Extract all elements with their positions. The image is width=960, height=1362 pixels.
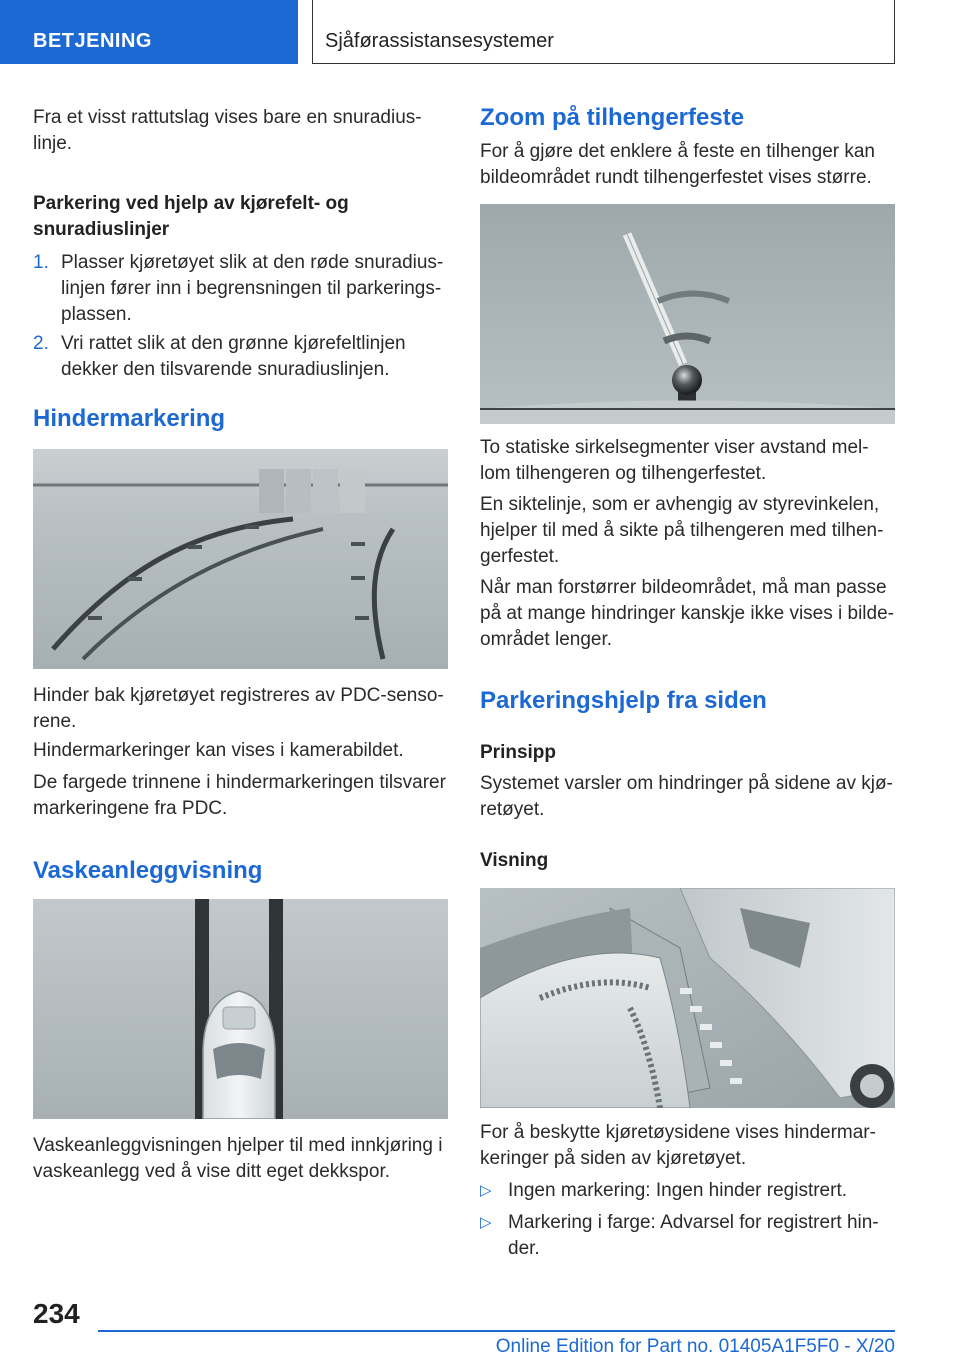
triangle-bullet-icon: ▷ xyxy=(480,1214,492,1231)
obstacle-paragraph: De fargede trinnene i hindermarkeringen tilsvarer markeringene fra PDC. xyxy=(33,772,446,819)
zoom-paragraph: Når man forstørrer bildeområdet, må man passe på at mange hindringer kanskje ikke vises i bilde-området lenger. xyxy=(480,577,894,650)
triangle-bullet-icon: ▷ xyxy=(480,1182,492,1199)
display-intro: For å beskytte kjøretøysidene vises hindermar-keringer på siden av kjøretøyet. xyxy=(480,1122,876,1169)
footer-divider xyxy=(98,1330,895,1332)
display-heading: Visning xyxy=(480,850,549,871)
section-tab: BETJENING xyxy=(0,0,298,64)
principle-heading: Prinsipp xyxy=(480,742,557,763)
carwash-figure xyxy=(33,899,448,1119)
step-text: Plasser kjøretøyet slik at den røde snuradius-linjen fører inn i begrensningen til parkerings-plassen. xyxy=(61,252,444,325)
bullet-text: Markering i farge: Advarsel for registrert hin-der. xyxy=(508,1212,879,1259)
trailer-hitch-figure xyxy=(480,204,895,424)
zoom-paragraph: To statiske sirkelsegmenter viser avstand mel-lom tilhengeren og tilhengerfestet. xyxy=(480,437,869,484)
zoom-intro: For å gjøre det enklere å feste en tilhenger kan bildeområdet rundt tilhengerfestet vises større. xyxy=(480,141,876,188)
page-number: 234 xyxy=(33,1298,80,1329)
obstacle-heading: Hindermarkering xyxy=(33,405,226,432)
carwash-paragraph: Vaskeanleggvisningen hjelper til med innkjøring i vaskeanlegg ved å vise ditt eget dekkspor. xyxy=(33,1135,443,1182)
step-text: Vri rattet slik at den grønne kjørefeltlinjen dekker den tilsvarende snuradiuslinjen. xyxy=(61,333,406,380)
bullet-text: Ingen markering: Ingen hinder registrert. xyxy=(508,1180,848,1201)
zoom-paragraph: En siktelinje, som er avhengig av styrevinkelen, hjelper til med å sikte på tilhengeren med tilhen-gerfestet. xyxy=(480,494,884,567)
step-number: 1. xyxy=(33,252,49,273)
zoom-heading: Zoom på tilhengerfeste xyxy=(480,104,745,131)
list-item xyxy=(33,250,448,328)
list-item xyxy=(480,1178,895,1204)
side-view-figure xyxy=(480,888,895,1108)
obstacle-paragraph: Hinder bak kjøretøyet registreres av PDC-senso-rene. xyxy=(33,685,444,732)
obstacle-marking-figure xyxy=(33,449,448,669)
intro-paragraph: Fra et visst rattutslag vises bare en snuradius-linje. xyxy=(33,107,422,154)
edition-footer: Online Edition for Part no. 01405A1F5F0 - X/20 xyxy=(495,1336,895,1357)
list-item xyxy=(480,1210,895,1262)
step-number: 2. xyxy=(33,333,49,354)
parking-heading: Parkering ved hjelp av kjørefelt- og snuradiuslinjer xyxy=(33,193,349,240)
carwash-heading: Vaskeanleggvisning xyxy=(33,857,263,884)
list-item xyxy=(33,331,448,383)
principle-text: Systemet varsler om hindringer på sidene av kjø-retøyet. xyxy=(480,773,893,820)
chapter-title: Sjåførassistansesystemer xyxy=(312,0,895,64)
obstacle-paragraph: Hindermarkeringer kan vises i kamerabildet. xyxy=(33,740,404,761)
side-parking-heading: Parkeringshjelp fra siden xyxy=(480,687,767,714)
